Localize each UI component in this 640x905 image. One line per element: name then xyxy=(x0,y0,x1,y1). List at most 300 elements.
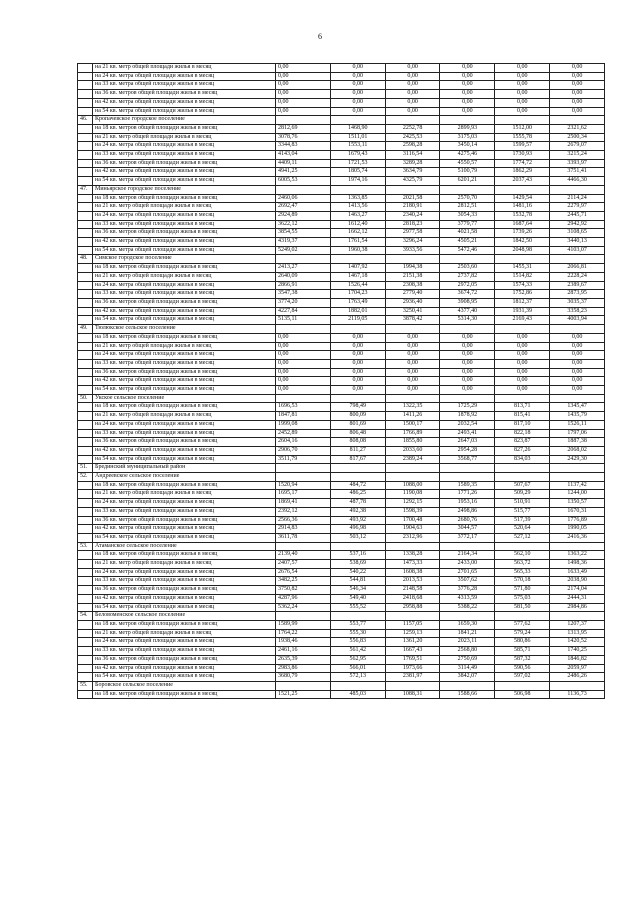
value-cell xyxy=(276,325,331,334)
value-cell: 0,00 xyxy=(550,64,605,73)
row-label: на 21 кв. метр общей площади жилья в месяц xyxy=(93,203,276,212)
row-label: на 21 кв. метр общей площади жилья в месяц xyxy=(93,133,276,142)
value-cell: 1696,53 xyxy=(276,403,331,412)
value-cell xyxy=(550,612,605,621)
value-cell: 0,00 xyxy=(330,386,385,395)
value-cell: 2381,97 xyxy=(385,673,440,682)
tariff-table xyxy=(77,63,605,699)
row-number: 46. xyxy=(78,116,93,125)
table-row xyxy=(78,533,605,542)
row-label: на 21 кв. метр общей площади жилья в месяц xyxy=(93,490,276,499)
value-cell: 3116,54 xyxy=(385,151,440,160)
row-number: 51. xyxy=(78,464,93,473)
value-cell: 0,00 xyxy=(495,351,550,360)
value-cell xyxy=(385,681,440,690)
value-cell: 0,00 xyxy=(385,368,440,377)
value-cell: 486,25 xyxy=(330,490,385,499)
value-cell: 3108,65 xyxy=(550,229,605,238)
value-cell: 2037,43 xyxy=(495,177,550,186)
table-row xyxy=(78,577,605,586)
table-row xyxy=(78,246,605,255)
table-row xyxy=(78,446,605,455)
row-number xyxy=(78,560,93,569)
value-cell: 1498,36 xyxy=(550,560,605,569)
value-cell xyxy=(385,542,440,551)
value-cell xyxy=(440,464,495,473)
table-row xyxy=(78,133,605,142)
row-number xyxy=(78,124,93,133)
value-cell: 0,00 xyxy=(385,342,440,351)
table-row xyxy=(78,368,605,377)
value-cell: 4103,07 xyxy=(550,246,605,255)
value-cell: 3296,24 xyxy=(385,238,440,247)
value-cell xyxy=(440,542,495,551)
row-number xyxy=(78,551,93,560)
value-cell: 0,00 xyxy=(330,72,385,81)
value-cell: 0,00 xyxy=(440,386,495,395)
value-cell: 2680,76 xyxy=(440,516,495,525)
value-cell xyxy=(330,255,385,264)
value-cell: 0,00 xyxy=(440,72,495,81)
value-cell: 0,00 xyxy=(495,386,550,395)
value-cell: 2048,98 xyxy=(495,246,550,255)
value-cell: 1514,82 xyxy=(495,272,550,281)
row-number xyxy=(78,351,93,360)
value-cell: 2340,24 xyxy=(385,211,440,220)
value-cell: 496,98 xyxy=(330,525,385,534)
table-row xyxy=(78,351,605,360)
value-cell xyxy=(385,185,440,194)
table-row xyxy=(78,72,605,81)
value-cell xyxy=(550,185,605,194)
value-cell: 1455,31 xyxy=(495,264,550,273)
value-cell: 2228,24 xyxy=(550,272,605,281)
value-cell xyxy=(550,325,605,334)
row-number xyxy=(78,290,93,299)
value-cell: 0,00 xyxy=(495,81,550,90)
row-label: на 54 кв. метра общей площади жилья в месяц xyxy=(93,603,276,612)
row-label: на 36 кв. метров общей площади жилья в месяц xyxy=(93,516,276,525)
value-cell xyxy=(330,394,385,403)
value-cell: 1700,48 xyxy=(385,516,440,525)
value-cell: 1766,89 xyxy=(385,429,440,438)
value-cell xyxy=(550,681,605,690)
section-row xyxy=(78,464,605,473)
value-cell: 4550,57 xyxy=(440,159,495,168)
value-cell: 2389,24 xyxy=(385,455,440,464)
row-label: на 42 кв. метра общей площади жилья в месяц xyxy=(93,525,276,534)
value-cell xyxy=(440,473,495,482)
value-cell: 1633,49 xyxy=(550,568,605,577)
value-cell: 2252,78 xyxy=(385,124,440,133)
row-number xyxy=(78,594,93,603)
section-title: Брединский муниципальный район xyxy=(93,464,276,473)
value-cell xyxy=(440,185,495,194)
row-number xyxy=(78,638,93,647)
value-cell: 563,72 xyxy=(495,560,550,569)
value-cell xyxy=(276,394,331,403)
value-cell: 0,00 xyxy=(440,81,495,90)
row-label: на 42 кв. метра общей площади жилья в месяц xyxy=(93,168,276,177)
value-cell: 2640,09 xyxy=(276,272,331,281)
value-cell: 1812,37 xyxy=(495,298,550,307)
value-cell: 1429,54 xyxy=(495,194,550,203)
table-row xyxy=(78,238,605,247)
value-cell: 0,00 xyxy=(440,377,495,386)
value-cell: 1764,22 xyxy=(276,629,331,638)
value-cell: 0,00 xyxy=(276,98,331,107)
value-cell: 1797,06 xyxy=(550,429,605,438)
table-row xyxy=(78,342,605,351)
row-label: на 18 кв. метров общей площади жилья в месяц xyxy=(93,551,276,560)
value-cell: 1467,18 xyxy=(330,272,385,281)
value-cell: 3215,24 xyxy=(550,151,605,160)
row-label: на 36 кв. метров общей площади жилья в месяц xyxy=(93,90,276,99)
value-cell: 0,00 xyxy=(276,90,331,99)
value-cell: 2924,89 xyxy=(276,211,331,220)
row-number xyxy=(78,412,93,421)
value-cell: 562,10 xyxy=(495,551,550,560)
row-number xyxy=(78,307,93,316)
value-cell: 3440,13 xyxy=(550,238,605,247)
value-cell: 0,00 xyxy=(276,107,331,116)
value-cell: 3250,41 xyxy=(385,307,440,316)
table-row xyxy=(78,438,605,447)
value-cell: 3344,83 xyxy=(276,142,331,151)
value-cell: 1763,49 xyxy=(330,298,385,307)
value-cell: 484,72 xyxy=(330,481,385,490)
value-cell: 5472,46 xyxy=(440,246,495,255)
value-cell: 0,00 xyxy=(440,107,495,116)
value-cell: 520,64 xyxy=(495,525,550,534)
section-row xyxy=(78,394,605,403)
row-number xyxy=(78,507,93,516)
value-cell: 0,00 xyxy=(495,342,550,351)
row-number xyxy=(78,655,93,664)
value-cell: 555,30 xyxy=(330,629,385,638)
row-number xyxy=(78,298,93,307)
row-label: на 54 кв. метра общей площади жилья в месяц xyxy=(93,107,276,116)
value-cell xyxy=(385,464,440,473)
value-cell xyxy=(495,255,550,264)
value-cell: 507,67 xyxy=(495,481,550,490)
value-cell: 2812,69 xyxy=(276,124,331,133)
value-cell: 0,00 xyxy=(330,98,385,107)
table-row xyxy=(78,499,605,508)
table-row xyxy=(78,655,605,664)
value-cell: 800,09 xyxy=(330,412,385,421)
row-label: на 21 кв. метр общей площади жилья в месяц xyxy=(93,342,276,351)
row-number xyxy=(78,90,93,99)
value-cell xyxy=(276,116,331,125)
value-cell: 2598,28 xyxy=(385,142,440,151)
row-number xyxy=(78,246,93,255)
row-label: на 24 кв. метра общей площади жилья в месяц xyxy=(93,281,276,290)
row-number xyxy=(78,229,93,238)
value-cell: 0,00 xyxy=(550,359,605,368)
value-cell: 546,34 xyxy=(330,586,385,595)
value-cell: 0,00 xyxy=(276,342,331,351)
table-row xyxy=(78,264,605,273)
row-label: на 21 кв. метр общей площади жилья в месяц xyxy=(93,560,276,569)
value-cell: 2493,41 xyxy=(440,429,495,438)
section-title: Тюлюкское сельское поселение xyxy=(93,325,276,334)
row-number xyxy=(78,586,93,595)
value-cell: 2139,40 xyxy=(276,551,331,560)
value-cell: 4319,37 xyxy=(276,238,331,247)
section-row xyxy=(78,542,605,551)
value-cell: 0,00 xyxy=(550,72,605,81)
row-number xyxy=(78,481,93,490)
row-label: на 18 кв. метров общей площади жилья в месяц xyxy=(93,621,276,630)
table-row xyxy=(78,229,605,238)
value-cell: 0,00 xyxy=(276,368,331,377)
value-cell: 3044,57 xyxy=(440,525,495,534)
value-cell: 3772,17 xyxy=(440,533,495,542)
row-label: на 54 кв. метра общей площади жилья в месяц xyxy=(93,533,276,542)
value-cell xyxy=(495,185,550,194)
value-cell: 1670,31 xyxy=(550,507,605,516)
row-label: на 33 кв. метра общей площади жилья в месяц xyxy=(93,507,276,516)
row-number xyxy=(78,499,93,508)
value-cell: 1407,92 xyxy=(330,264,385,273)
table-row xyxy=(78,525,605,534)
row-label: на 18 кв. метров общей площади жилья в месяц xyxy=(93,333,276,342)
row-number xyxy=(78,272,93,281)
value-cell: 1520,94 xyxy=(276,481,331,490)
table-row xyxy=(78,194,605,203)
value-cell: 0,00 xyxy=(276,333,331,342)
value-cell: 2679,07 xyxy=(550,142,605,151)
value-cell xyxy=(495,681,550,690)
row-number xyxy=(78,647,93,656)
value-cell: 0,00 xyxy=(495,368,550,377)
value-cell: 1730,93 xyxy=(495,151,550,160)
value-cell: 1137,42 xyxy=(550,481,605,490)
value-cell: 0,00 xyxy=(440,98,495,107)
value-cell: 3680,79 xyxy=(276,673,331,682)
row-number xyxy=(78,568,93,577)
value-cell: 0,00 xyxy=(330,368,385,377)
value-cell xyxy=(276,255,331,264)
value-cell: 3078,76 xyxy=(276,133,331,142)
table-row xyxy=(78,403,605,412)
value-cell: 509,29 xyxy=(495,490,550,499)
value-cell: 2033,60 xyxy=(385,446,440,455)
value-cell xyxy=(330,464,385,473)
value-cell: 811,27 xyxy=(330,446,385,455)
value-cell: 2038,90 xyxy=(550,577,605,586)
value-cell: 0,00 xyxy=(385,351,440,360)
value-cell xyxy=(385,473,440,482)
value-cell: 3750,82 xyxy=(276,586,331,595)
row-label: на 36 кв. метров общей площади жилья в месяц xyxy=(93,368,276,377)
value-cell: 2433,00 xyxy=(440,560,495,569)
value-cell: 1511,01 xyxy=(330,133,385,142)
value-cell: 590,56 xyxy=(495,664,550,673)
value-cell: 801,69 xyxy=(330,420,385,429)
value-cell: 1435,79 xyxy=(550,412,605,421)
value-cell: 2750,69 xyxy=(440,655,495,664)
table-row xyxy=(78,281,605,290)
value-cell: 1512,00 xyxy=(495,124,550,133)
row-number xyxy=(78,533,93,542)
value-cell: 2604,16 xyxy=(276,438,331,447)
row-number xyxy=(78,211,93,220)
value-cell xyxy=(385,116,440,125)
value-cell: 2635,39 xyxy=(276,655,331,664)
value-cell xyxy=(550,473,605,482)
value-cell: 1687,64 xyxy=(495,220,550,229)
value-cell xyxy=(495,473,550,482)
row-number xyxy=(78,177,93,186)
value-cell: 1774,72 xyxy=(495,159,550,168)
value-cell: 485,03 xyxy=(330,690,385,699)
value-cell: 2779,40 xyxy=(385,290,440,299)
value-cell: 493,92 xyxy=(330,516,385,525)
value-cell: 0,00 xyxy=(495,377,550,386)
value-cell: 2647,03 xyxy=(440,438,495,447)
value-cell: 4941,25 xyxy=(276,168,331,177)
value-cell: 2068,02 xyxy=(550,446,605,455)
row-number xyxy=(78,673,93,682)
value-cell: 4325,79 xyxy=(385,177,440,186)
row-number: 48. xyxy=(78,255,93,264)
value-cell: 822,18 xyxy=(495,429,550,438)
value-cell: 5388,22 xyxy=(440,603,495,612)
table-row xyxy=(78,647,605,656)
value-cell: 0,00 xyxy=(550,377,605,386)
value-cell: 0,00 xyxy=(330,333,385,342)
value-cell: 1322,35 xyxy=(385,403,440,412)
value-cell: 1805,74 xyxy=(330,168,385,177)
value-cell: 0,00 xyxy=(550,98,605,107)
value-cell xyxy=(330,542,385,551)
value-cell: 1771,26 xyxy=(440,490,495,499)
row-number: 53. xyxy=(78,542,93,551)
value-cell: 4227,84 xyxy=(276,307,331,316)
value-cell: 1363,85 xyxy=(330,194,385,203)
value-cell: 538,69 xyxy=(330,560,385,569)
value-cell: 2425,53 xyxy=(385,133,440,142)
value-cell: 834,03 xyxy=(495,455,550,464)
value-cell: 0,00 xyxy=(276,351,331,360)
value-cell: 0,00 xyxy=(385,64,440,73)
value-cell: 492,38 xyxy=(330,507,385,516)
row-label: на 33 кв. метра общей площади жилья в месяц xyxy=(93,647,276,656)
table-row xyxy=(78,98,605,107)
value-cell: 0,00 xyxy=(276,359,331,368)
value-cell: 2958,88 xyxy=(385,603,440,612)
value-cell: 587,32 xyxy=(495,655,550,664)
row-number xyxy=(78,377,93,386)
value-cell: 4003,94 xyxy=(550,316,605,325)
value-cell: 3358,23 xyxy=(550,307,605,316)
table-row xyxy=(78,151,605,160)
row-number xyxy=(78,403,93,412)
value-cell: 2416,36 xyxy=(550,533,605,542)
value-cell xyxy=(550,542,605,551)
value-cell: 2119,05 xyxy=(330,316,385,325)
table-row xyxy=(78,220,605,229)
value-cell: 3634,79 xyxy=(385,168,440,177)
value-cell: 571,80 xyxy=(495,586,550,595)
row-number xyxy=(78,621,93,630)
table-row xyxy=(78,516,605,525)
value-cell: 2308,38 xyxy=(385,281,440,290)
value-cell: 580,86 xyxy=(495,638,550,647)
value-cell: 555,52 xyxy=(330,603,385,612)
value-cell: 2570,70 xyxy=(440,194,495,203)
value-cell: 0,00 xyxy=(495,64,550,73)
row-label: на 54 кв. метра общей площади жилья в месяц xyxy=(93,386,276,395)
row-label: на 54 кв. метра общей площади жилья в месяц xyxy=(93,316,276,325)
value-cell: 506,98 xyxy=(495,690,550,699)
value-cell: 1481,16 xyxy=(495,203,550,212)
table-row xyxy=(78,481,605,490)
row-label: на 24 кв. метра общей площади жилья в месяц xyxy=(93,568,276,577)
row-label: на 54 кв. метра общей площади жилья в месяц xyxy=(93,673,276,682)
row-label: на 42 кв. метра общей площади жилья в месяц xyxy=(93,594,276,603)
value-cell xyxy=(495,612,550,621)
value-cell: 1190,08 xyxy=(385,490,440,499)
value-cell xyxy=(550,394,605,403)
value-cell: 0,00 xyxy=(550,90,605,99)
value-cell xyxy=(440,255,495,264)
value-cell: 1974,16 xyxy=(330,177,385,186)
table-row xyxy=(78,316,605,325)
value-cell: 1740,25 xyxy=(550,647,605,656)
table-row xyxy=(78,638,605,647)
value-cell: 3547,38 xyxy=(276,290,331,299)
value-cell: 1468,90 xyxy=(330,124,385,133)
row-label: на 42 кв. метра общей площади жилья в месяц xyxy=(93,238,276,247)
value-cell: 0,00 xyxy=(550,107,605,116)
row-number xyxy=(78,220,93,229)
value-cell: 575,03 xyxy=(495,594,550,603)
value-cell: 0,00 xyxy=(550,386,605,395)
value-cell: 2114,24 xyxy=(550,194,605,203)
value-cell: 2701,65 xyxy=(440,568,495,577)
table-row xyxy=(78,551,605,560)
section-title: Боровское сельское поселение xyxy=(93,681,276,690)
value-cell: 2066,81 xyxy=(550,264,605,273)
table-row xyxy=(78,142,605,151)
row-label: на 36 кв. метров общей площади жилья в месяц xyxy=(93,229,276,238)
value-cell: 1776,89 xyxy=(550,516,605,525)
value-cell: 0,00 xyxy=(385,107,440,116)
value-cell: 5314,30 xyxy=(440,316,495,325)
row-number xyxy=(78,194,93,203)
row-number xyxy=(78,133,93,142)
value-cell xyxy=(276,681,331,690)
value-cell: 2279,97 xyxy=(550,203,605,212)
row-label: на 42 кв. метра общей площади жилья в месяц xyxy=(93,377,276,386)
value-cell: 0,00 xyxy=(495,90,550,99)
value-cell: 2407,57 xyxy=(276,560,331,569)
value-cell: 0,00 xyxy=(330,90,385,99)
table-row xyxy=(78,629,605,638)
value-cell: 1662,12 xyxy=(330,229,385,238)
row-number: 55. xyxy=(78,681,93,690)
value-cell: 5135,11 xyxy=(276,316,331,325)
value-cell xyxy=(440,116,495,125)
value-cell: 570,18 xyxy=(495,577,550,586)
value-cell: 3289,28 xyxy=(385,159,440,168)
value-cell: 581,50 xyxy=(495,603,550,612)
page-number: 6 xyxy=(318,32,322,41)
row-label: на 21 кв. метр общей площади жилья в месяц xyxy=(93,272,276,281)
